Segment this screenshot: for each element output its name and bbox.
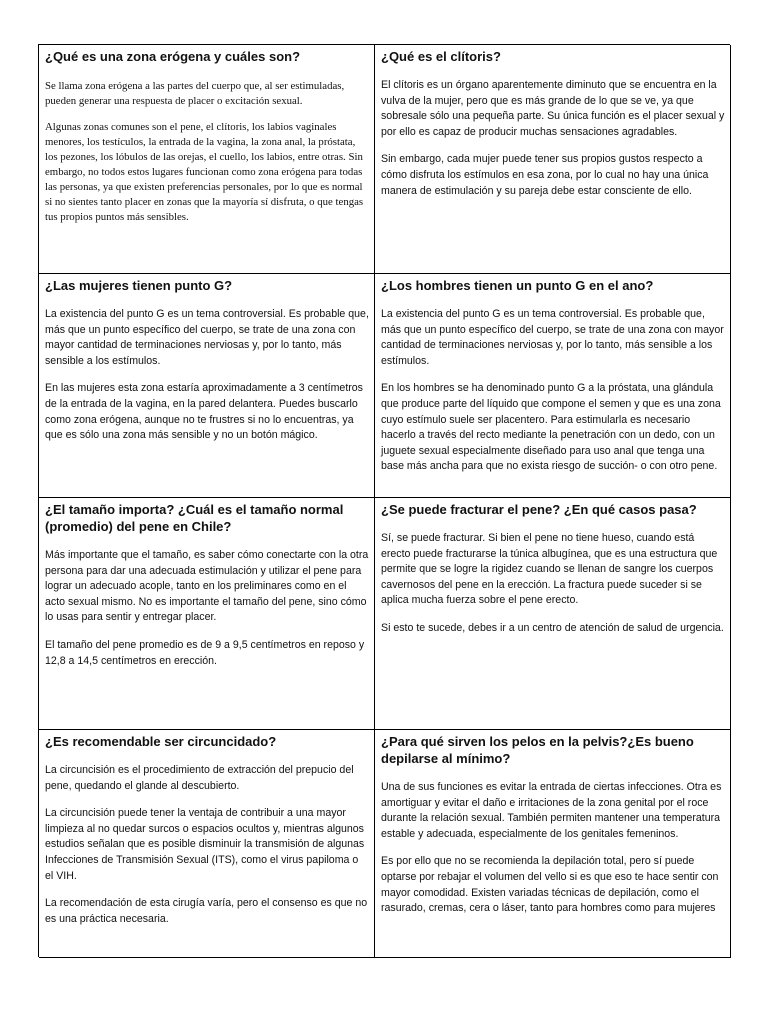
- faq-cell-zona-erogena: [39, 45, 375, 274]
- faq-answer-paragraph: La recomendación de esta cirugía varía, pero el consenso es que no es una práctica necesaria.: [45, 897, 368, 925]
- faq-answer-paragraph: Sí, se puede fracturar. Si bien el pene no tiene hueso, cuando está erecto puede fracturarse la túnica albugínea, que es una estructura que permite que se logre la rigidez cuando se llenan de sangre los cuerpos cavernosos del pene en la erección. La fractura puede suceder si se aplica mucha fuerza sobre el pene erecto.: [381, 532, 718, 607]
- faq-answer-paragraph: Sin embargo, cada mujer puede tener sus propios gustos respecto a cómo disfruta los estímulos en esa zona, por lo cual no hay una única manera de estimulación y su pareja debe estar consciente de ello.: [381, 153, 709, 197]
- faq-answer-paragraph: El tamaño del pene promedio es de 9 a 9,5 centímetros en reposo y 12,8 a 14,5 centímetros en erección.: [45, 638, 365, 667]
- faq-answer-paragraph: Es por ello que no se recomienda la depilación total, pero sí puede optarse por rebajar el volumen del vello si es que eso te hace sentir con mayor comodidad. Existen variadas técnicas de depilación, como el rasurado, cremas, cera o láser, tanto para hombres como para mujeres: [381, 855, 719, 915]
- faq-question: ¿Se puede fracturar el pene? ¿En qué casos pasa?: [381, 502, 697, 517]
- faq-answer-paragraph: La existencia del punto G es un tema controversial. Es probable que, más que un punto específico del cuerpo, se trate de una zona con mayor cantidad de terminaciones nerviosas y, por lo tanto, más sensible a los estímulos.: [45, 308, 369, 367]
- faq-question: ¿Para qué sirven los pelos en la pelvis?¿Es bueno depilarse al mínimo?: [381, 734, 694, 766]
- faq-answer-paragraph: La circuncisión puede tener la ventaja de contribuir a una mayor limpieza al no quedar surcos o espacios ocultos y, mientras algunos estudios señalan que es posible disminuir la transmisión de algunas Infecciones de Transmisión Sexual (ITS), como el virus papiloma o el VIH.: [45, 807, 365, 882]
- faq-cell-circuncision: [39, 730, 375, 958]
- faq-question: ¿Qué es el clítoris?: [381, 49, 501, 64]
- faq-question: ¿Es recomendable ser circuncidado?: [45, 734, 277, 749]
- faq-cell-fractura-pene: [375, 498, 731, 730]
- faq-answer-paragraph: En los hombres se ha denominado punto G a la próstata, una glándula que produce parte del líquido que compone el semen y que es una zona cuyo estímulo suele ser placentero. Para estimularla es necesario hacerlo a través del recto mediante la penetración con un dedo, con un juguete sexual especialmente diseñado para uso anal que tenga una base más ancha para que no exista riesgo de succión- o con otro pene.: [381, 382, 721, 473]
- faq-question: ¿Las mujeres tienen punto G?: [45, 278, 233, 293]
- faq-answer-paragraph: En las mujeres esta zona estaría aproximadamente a 3 centímetros de la entrada de la vagina, en la pared delantera. Puedes buscarlo como zona erógena, aunque no te frustres si no lo encuentras, ya que es sólo una zona más sensible y no un botón mágico.: [45, 382, 363, 442]
- faq-cell-clitoris: [375, 45, 731, 274]
- faq-answer-paragraph: La existencia del punto G es un tema controversial. Es probable que, más que un punto específico del cuerpo, se trate de una zona con mayor cantidad de terminaciones nerviosas y, por lo tanto, más sensible a los estímulos.: [381, 308, 724, 367]
- faq-cell-punto-g-mujeres: [39, 274, 375, 498]
- faq-question: ¿Los hombres tienen un punto G en el ano?: [381, 278, 654, 293]
- faq-cell-punto-g-hombres: [375, 274, 731, 498]
- faq-answer-paragraph: Algunas zonas comunes son el pene, el clítoris, los labios vaginales menores, los testículos, la entrada de la vagina, la zona anal, la próstata, los pezones, los lóbulos de las orejas, el cuello, los labios, entre otras. Sin embargo, no todos estos lugares funcionan como zona erógena para todas las personas, ya que existen preferencias personales, por lo que es normal si no sientes tanto placer en zonas que la mayoría sí disfruta, o que tengas tus propios puntos más sensibles.: [45, 121, 364, 223]
- faq-question: ¿Qué es una zona erógena y cuáles son?: [45, 49, 301, 64]
- faq-answer-paragraph: Más importante que el tamaño, es saber cómo conectarte con la otra persona para dar una adecuada estimulación y utilizar el pene para lograr un adecuado acople, tanto en los preliminares como en el acto sexual mismo. No es importante el tamaño del pene, sino cómo lo usas para sentir y entregar placer.: [45, 549, 369, 624]
- faq-table: [38, 44, 730, 957]
- faq-cell-vello-pelvico: [375, 730, 731, 958]
- faq-answer-paragraph: Se llama zona erógena a las partes del cuerpo que, al ser estimuladas, pueden generar una respuesta de placer o excitación sexual.: [45, 80, 345, 107]
- faq-cell-tamano-pene: [39, 498, 375, 730]
- faq-answer-paragraph: El clítoris es un órgano aparentemente diminuto que se encuentra en la vulva de la mujer, pero que es más grande de lo que se ve, ya que sobresale sólo una pequeña parte. Su única función es el placer sexual y por ello es capaz de producir muchas sensaciones agradables.: [381, 79, 725, 138]
- faq-answer-paragraph: La circuncisión es el procedimiento de extracción del prepucio del pene, quedando el glande al descubierto.: [45, 764, 354, 792]
- faq-answer-paragraph: Si esto te sucede, debes ir a un centro de atención de salud de urgencia.: [381, 621, 724, 634]
- faq-question: ¿El tamaño importa? ¿Cuál es el tamaño normal (promedio) del pene en Chile?: [45, 502, 344, 534]
- faq-answer-paragraph: Una de sus funciones es evitar la entrada de ciertas infecciones. Otra es amortiguar y evitar el daño e irritaciones de la zona genital por el roce durante la relación sexual. También permiten mantener una temperatura estable y adecuada, especialmente de los genitales femeninos.: [381, 781, 722, 840]
